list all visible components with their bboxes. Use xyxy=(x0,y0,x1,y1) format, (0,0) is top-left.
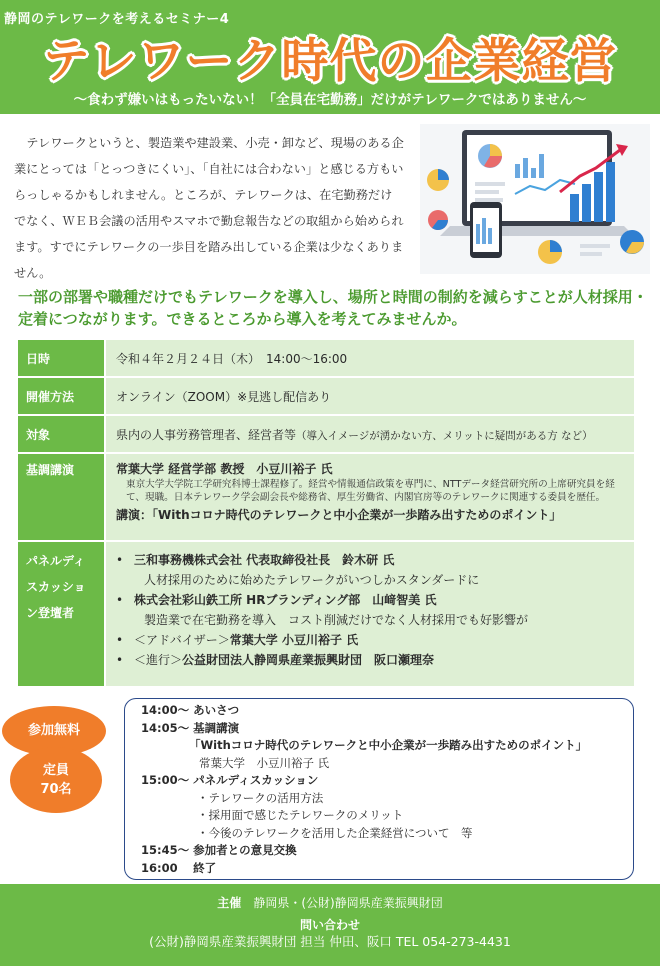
header-banner xyxy=(0,0,660,114)
keynote-talk-title: 講演：「Withコロナ時代のテレワークと中小企業が一歩踏み出すためのポイント」 xyxy=(116,508,562,522)
program-line: 16:00 終了 xyxy=(141,860,217,875)
event-info-table xyxy=(18,340,634,688)
panel-value xyxy=(104,542,634,686)
program-line: ・今後のテレワークを活用した企業経営について 等 xyxy=(197,825,473,840)
organizer xyxy=(0,894,660,911)
seminar-series-label: 静岡のテレワークを考えるセミナー4 xyxy=(4,12,230,27)
program-line: 「Withコロナ時代のテレワークと中小企業が一歩踏み出すためのポイント」 xyxy=(189,738,588,752)
date-value: 令和４年２月２４日（木） 14:00〜16:00 xyxy=(104,340,634,376)
program-line: 常葉大学 小豆川裕子 氏 xyxy=(199,755,330,770)
contact-label: 問い合わせ xyxy=(299,918,360,932)
row-date xyxy=(18,340,634,378)
keynote-label: 基調講演 xyxy=(18,454,104,540)
list-item: • 株式会社彩山鉄工所 HRブランディング部 山﨑智美 氏 xyxy=(116,593,437,607)
target-main: 県内の人事労務管理者、経営者等 xyxy=(116,428,297,442)
footer xyxy=(0,884,660,966)
program-line: 15:00〜 パネルディスカッション xyxy=(141,773,319,787)
program-schedule xyxy=(124,698,634,880)
list-item: • ＜進行＞公益財団法人静岡県産業振興財団 阪口瀬理奈 xyxy=(116,653,435,667)
intro-text: テレワークというと、製造業や建設業、小売・卸など、現場のある企業にとっては「とっつきにくい」、「自社には合わない」と感じる方もいらっしゃるかもしれません。ところが、テレワークは、在宅勤務だけでなく、ＷＥＢ会議の活用やスマホで勤怠報告などの取組から始められます。すでにテレワークの一歩目を踏み出している企業は少なくありません。 xyxy=(14,136,404,280)
free-admission-badge: 参加無料 xyxy=(2,706,106,756)
row-panel xyxy=(18,542,634,688)
row-method xyxy=(18,378,634,416)
organizer-label: 主催 xyxy=(217,896,242,910)
program-line: ・テレワークの活用方法 xyxy=(197,790,324,805)
program-line: 14:00〜 あいさつ xyxy=(141,703,240,717)
capacity-value: 70名 xyxy=(40,782,72,797)
row-target xyxy=(18,416,634,454)
dashboard-illustration xyxy=(420,124,650,274)
list-item: • 三和事務機株式会社 代表取締役社長 鈴木研 氏 xyxy=(116,553,395,567)
panel-label: パネルディスカッション登壇者 xyxy=(18,542,104,686)
capacity-label: 定員 xyxy=(42,763,69,778)
list-item-note: 人材採用のために始めたテレワークがいつしかスタンダードに xyxy=(144,573,480,587)
list-item: • ＜アドバイザー＞常葉大学 小豆川裕子 氏 xyxy=(116,633,359,647)
keynote-profile: 東京大学大学院工学研究科博士課程修了。経営や情報通信政策を専門に、NTTデータ経営研究所の上席研究員を経て、現職。日本テレワーク学会副会長や総務省、厚生労働省、内閣官房等のテレワークに関連する委員を歴任。 xyxy=(126,479,615,503)
panelist-list xyxy=(116,550,624,670)
program-line: 14:05〜 基調講演 xyxy=(141,720,240,735)
organizer-value: 静岡県・(公財)静岡県産業振興財団 xyxy=(253,896,443,910)
program-line: 15:45〜 参加者との意見交換 xyxy=(141,843,297,857)
keynote-value xyxy=(104,454,634,540)
contact-info: (公財)静岡県産業振興財団 担当 仲田、阪口 TEL 054-273-4431 xyxy=(149,934,511,949)
target-value xyxy=(104,416,634,452)
date-label: 日時 xyxy=(18,340,104,376)
capacity-badge xyxy=(10,747,102,813)
page-title: テレワーク時代の企業経営 xyxy=(42,34,618,89)
list-item-note: 製造業で在宅勤務を導入 コスト削減だけでなく人材採用でも好影響が xyxy=(144,613,529,627)
lead-message: 一部の部署や職種だけでもテレワークを導入し、場所と時間の制約を減らすことが人材採用・定着につながります。できるところから導入を考えてみませんか。 xyxy=(18,288,648,328)
target-note: （導入イメージが湧かない方、メリットに疑問がある方 など） xyxy=(296,430,593,442)
page-subtitle: 〜食わず嫌いはもったいない！「全員在宅勤務」だけがテレワークではありません〜 xyxy=(73,92,587,108)
method-value: オンライン（ZOOM）※見逃し配信あり xyxy=(104,378,634,414)
row-keynote xyxy=(18,454,634,542)
keynote-speaker: 常葉大学 経営学部 教授 小豆川裕子 氏 xyxy=(116,462,333,476)
program-line: ・採用面で感じたテレワークのメリット xyxy=(197,808,404,822)
target-label: 対象 xyxy=(18,416,104,452)
method-label: 開催方法 xyxy=(18,378,104,414)
